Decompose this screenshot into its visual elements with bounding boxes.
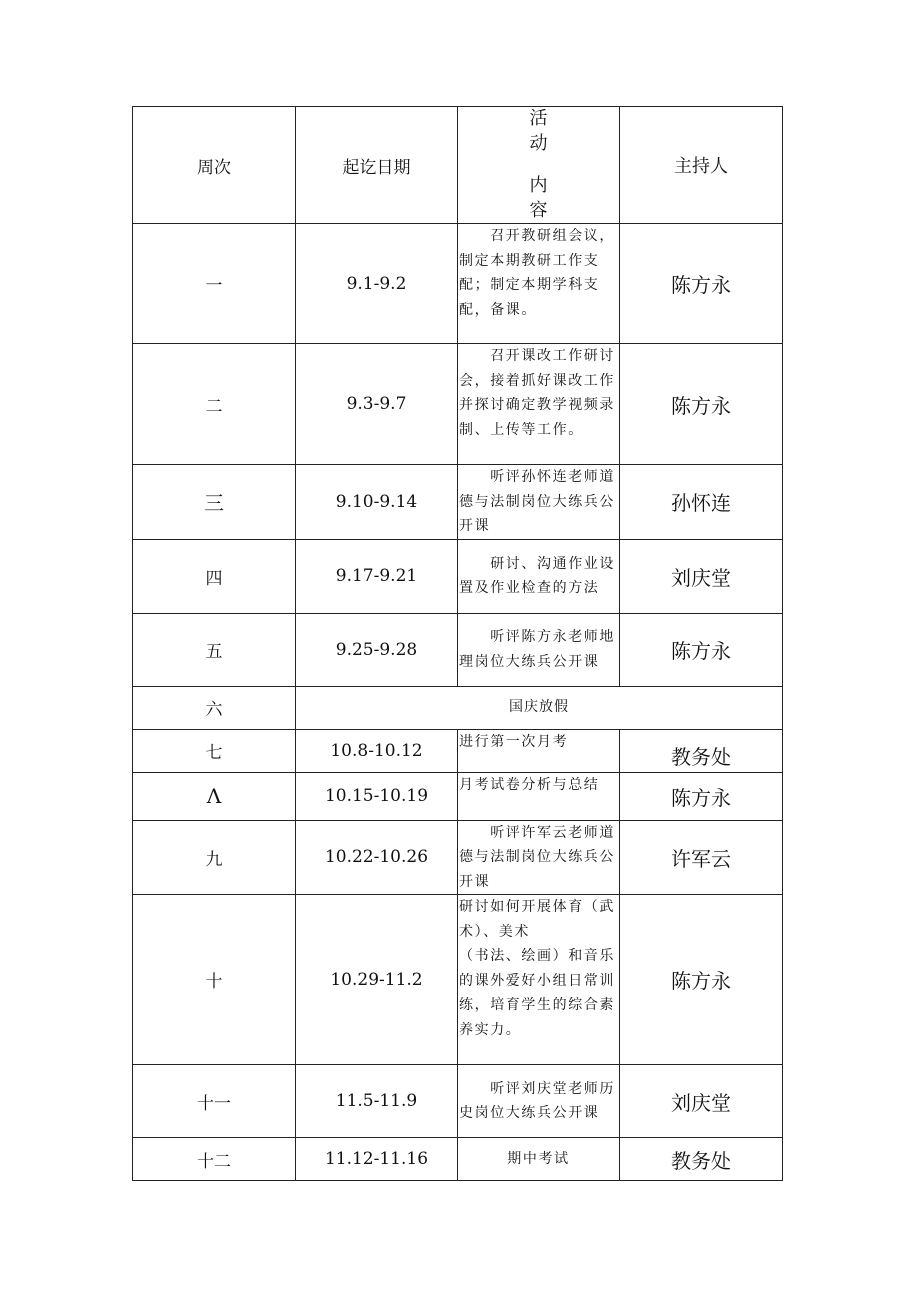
content-cell bbox=[458, 772, 620, 820]
content-text: 进行第一次月考 bbox=[459, 733, 569, 750]
host-cell: 孙怀连 bbox=[620, 465, 783, 540]
content-cell bbox=[458, 224, 620, 344]
dates-cell: 9.3-9.7 bbox=[296, 344, 458, 465]
dates-cell: 10.22-10.26 bbox=[296, 820, 458, 895]
host-cell: 教务处 bbox=[620, 729, 783, 772]
table-row bbox=[133, 224, 783, 344]
content-text: 召开课改工作研讨会，接着抓好课改工作并探讨确定教学视频录制、上传等工作。 bbox=[459, 348, 615, 438]
table-row bbox=[133, 613, 783, 686]
week-cell: 七 bbox=[133, 729, 296, 772]
content-text: 听评陈方永老师地理岗位大练兵公开课 bbox=[459, 629, 615, 670]
header-week: 周次 bbox=[133, 107, 296, 224]
dates-cell: 11.12-11.16 bbox=[296, 1138, 458, 1181]
content-text: 研讨如何开展体育（武术）、美术 （书法、绘画）和音乐的课外爱好小组日常训练，培育学生的综合素养实力。 bbox=[459, 899, 615, 1038]
week-cell: 三 bbox=[133, 465, 296, 540]
week-cell: 十二 bbox=[133, 1138, 296, 1181]
table-row bbox=[133, 729, 783, 772]
table-row bbox=[133, 895, 783, 1065]
host-cell: 刘庆堂 bbox=[620, 539, 783, 613]
week-cell: 六 bbox=[133, 686, 296, 729]
schedule-table bbox=[132, 106, 783, 1181]
dates-cell: 11.5-11.9 bbox=[296, 1065, 458, 1138]
content-cell bbox=[458, 895, 620, 1065]
dates-cell: 9.10-9.14 bbox=[296, 465, 458, 540]
holiday-cell: 国庆放假 bbox=[296, 686, 783, 729]
table-row bbox=[133, 820, 783, 895]
content-cell bbox=[458, 1138, 620, 1181]
host-cell: 刘庆堂 bbox=[620, 1065, 783, 1138]
host-cell: 陈方永 bbox=[620, 772, 783, 820]
table-row bbox=[133, 1138, 783, 1181]
week-cell: 二 bbox=[133, 344, 296, 465]
week-cell: 十 bbox=[133, 895, 296, 1065]
content-text: 研讨、沟通作业设置及作业检查的方法 bbox=[459, 555, 615, 596]
content-text: 期中考试 bbox=[507, 1150, 570, 1167]
table-row bbox=[133, 539, 783, 613]
content-cell bbox=[458, 820, 620, 895]
dates-cell: 10.29-11.2 bbox=[296, 895, 458, 1065]
content-cell bbox=[458, 729, 620, 772]
host-cell: 陈方永 bbox=[620, 613, 783, 686]
dates-cell: 9.1-9.2 bbox=[296, 224, 458, 344]
week-cell: 四 bbox=[133, 539, 296, 613]
week-cell: 五 bbox=[133, 613, 296, 686]
table-row bbox=[133, 465, 783, 540]
week-cell: 九 bbox=[133, 820, 296, 895]
content-text: 听评孙怀连老师道德与法制岗位大练兵公开课 bbox=[459, 469, 615, 534]
host-cell: 许军云 bbox=[620, 820, 783, 895]
dates-cell: 10.15-10.19 bbox=[296, 772, 458, 820]
content-text: 月考试卷分析与总结 bbox=[459, 776, 600, 793]
table-row bbox=[133, 772, 783, 820]
table-row bbox=[133, 1065, 783, 1138]
table-row bbox=[133, 344, 783, 465]
week-cell: 十一 bbox=[133, 1065, 296, 1138]
content-cell bbox=[458, 465, 620, 540]
host-cell: 陈方永 bbox=[620, 344, 783, 465]
header-activity-line1: 活 动 bbox=[529, 108, 646, 154]
content-cell bbox=[458, 613, 620, 686]
content-cell bbox=[458, 344, 620, 465]
dates-cell: 9.17-9.21 bbox=[296, 539, 458, 613]
content-cell bbox=[458, 1065, 620, 1138]
header-row bbox=[133, 107, 783, 224]
header-host: 主持人 bbox=[620, 107, 783, 224]
host-cell: 陈方永 bbox=[620, 224, 783, 344]
header-activity bbox=[458, 107, 646, 224]
header-dates: 起讫日期 bbox=[296, 107, 458, 224]
dates-cell: 10.8-10.12 bbox=[296, 729, 458, 772]
host-cell: 教务处 bbox=[620, 1138, 783, 1181]
content-text: 听评许军云老师道德与法制岗位大练兵公开课 bbox=[459, 824, 615, 890]
host-cell: 陈方永 bbox=[620, 895, 783, 1065]
week-cell: Λ bbox=[133, 772, 296, 820]
header-activity-line2: 内 容 bbox=[529, 175, 646, 221]
dates-cell: 9.25-9.28 bbox=[296, 613, 458, 686]
week-cell: 一 bbox=[133, 224, 296, 344]
content-text: 听评刘庆堂老师历史岗位大练兵公开课 bbox=[459, 1080, 615, 1121]
content-cell bbox=[458, 539, 620, 613]
table-row bbox=[133, 686, 783, 729]
content-text: 召开教研组会议，制定本期教研工作支配；制定本期学科支配，备课。 bbox=[459, 228, 615, 318]
